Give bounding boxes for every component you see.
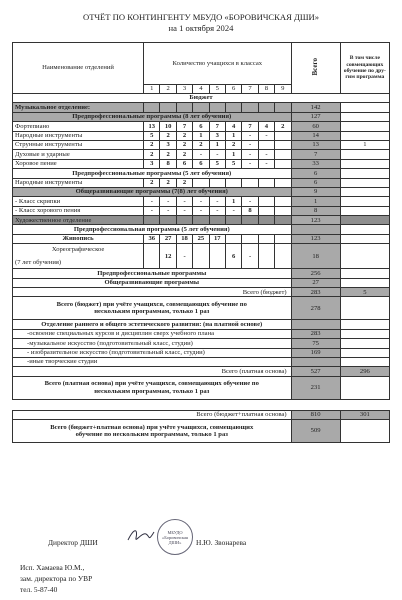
grade-cell	[275, 234, 291, 243]
grade-header-3: 3	[176, 84, 192, 93]
grade-cell	[225, 103, 241, 112]
extra-cell	[340, 348, 389, 357]
summary-label: Всего (бюджет+платная основа)	[13, 410, 292, 419]
total-cell: 509	[291, 420, 340, 443]
grade-header-8: 8	[258, 84, 274, 93]
row-label: Музыкальное отделение:	[13, 103, 144, 112]
extra-cell: 301	[340, 410, 389, 419]
section-label: Общеразвивающие программы (7(8) лет обучения)	[13, 187, 292, 196]
grade-cell	[209, 244, 225, 269]
section-row	[13, 112, 390, 121]
total-cell: 6	[291, 178, 340, 187]
total-cell: 283	[291, 329, 340, 338]
grade-cell: 10	[160, 122, 176, 131]
grade-cell	[193, 103, 209, 112]
grade-cell: -	[242, 159, 258, 168]
grade-cell: 2	[160, 131, 176, 140]
grade-cell	[258, 234, 274, 243]
program-row	[13, 206, 390, 215]
grade-cell: 2	[176, 150, 192, 159]
grade-cell	[144, 103, 160, 112]
grade-cell: 7	[176, 122, 192, 131]
total-cell: 18	[291, 244, 340, 269]
grade-cell: 2	[193, 140, 209, 149]
director-name: Н.Ю. Звонарева	[196, 538, 247, 547]
program-row	[13, 103, 390, 112]
program-row	[13, 150, 390, 159]
section-row	[13, 94, 390, 103]
grade-cell: 6	[193, 159, 209, 168]
row-label	[13, 244, 144, 269]
grade-cell: -	[242, 131, 258, 140]
extra-cell	[340, 216, 389, 225]
section-label: Предпрофессиональная программа (5 лет обучения)	[13, 225, 292, 234]
signature-mark	[126, 526, 156, 544]
grade-cell: 1	[225, 150, 241, 159]
extra-cell	[340, 320, 389, 329]
grade-cell: 2	[144, 178, 160, 187]
report-date: на 1 октября 2024	[168, 23, 234, 33]
grade-cell: 13	[144, 122, 160, 131]
grade-cell: -	[144, 197, 160, 206]
header-row	[13, 43, 390, 85]
grade-cell: 3	[144, 159, 160, 168]
row-label: Хоровое пение	[13, 159, 144, 168]
total-cell: 169	[291, 348, 340, 357]
grade-header-9: 9	[275, 84, 291, 93]
extra-cell	[340, 122, 389, 131]
extra-cell	[340, 329, 389, 338]
grade-cell	[258, 178, 274, 187]
grade-cell	[160, 216, 176, 225]
grade-cell	[193, 216, 209, 225]
section-label: Бюджет	[13, 94, 390, 103]
paid-label: -музыкальное искусство (подготовительный класс, студии)	[13, 339, 292, 348]
grade-cell: -	[193, 206, 209, 215]
grade-cell: 2	[144, 150, 160, 159]
section-row	[13, 269, 390, 278]
grade-cell	[209, 216, 225, 225]
grade-cell: 1	[193, 131, 209, 140]
grade-cell: 1	[209, 140, 225, 149]
extra-cell	[340, 206, 389, 215]
row-label: - Класс скрипки	[13, 197, 144, 206]
total-cell: 142	[291, 103, 340, 112]
summary-once-row	[13, 376, 390, 399]
grade-cell: 7	[209, 122, 225, 131]
grade-cell: 2	[160, 178, 176, 187]
grade-cell: -	[225, 206, 241, 215]
row-label: Струнные инструменты	[13, 140, 144, 149]
col-header-total: Всего	[291, 43, 340, 94]
executor-line-1: Исп. Хамаева Ю.М.,	[20, 563, 85, 572]
program-row	[13, 122, 390, 131]
total-cell: 8	[291, 206, 340, 215]
col-header-extra: В том числе совмещающих обучение по дру-гим программа	[340, 43, 389, 94]
program-row	[13, 159, 390, 168]
summary-row	[13, 410, 390, 419]
grade-cell: 6	[225, 244, 241, 269]
executor-line-3: тел. 5-87-40	[20, 585, 58, 594]
grade-header-7: 7	[242, 84, 258, 93]
grade-cell: -	[176, 244, 192, 269]
total-cell	[291, 357, 340, 366]
grade-cell: 6	[193, 122, 209, 131]
grade-cell: -	[193, 197, 209, 206]
grade-header-6: 6	[225, 84, 241, 93]
grade-cell: 5	[209, 159, 225, 168]
program-row	[13, 216, 390, 225]
total-cell	[291, 320, 340, 329]
paid-program-row	[13, 357, 390, 366]
program-row	[13, 131, 390, 140]
grade-cell	[275, 197, 291, 206]
grade-cell: 2	[176, 131, 192, 140]
extra-cell: 5	[340, 288, 389, 297]
section-row	[13, 278, 390, 287]
grade-cell: 3	[209, 131, 225, 140]
grade-cell: -	[209, 150, 225, 159]
grade-cell	[258, 103, 274, 112]
row-label: Народные инструменты	[13, 131, 144, 140]
total-cell: 7	[291, 150, 340, 159]
extra-cell	[340, 178, 389, 187]
paid-label: -иные творческие студии	[13, 357, 292, 366]
grade-cell: 2	[225, 140, 241, 149]
paid-label: -освоение специальных курсов и дисциплин сверх учебного плана	[13, 329, 292, 338]
spacer-row	[13, 399, 390, 410]
program-row	[13, 244, 390, 269]
grade-cell: -	[242, 150, 258, 159]
row-label: Народные инструменты	[13, 178, 144, 187]
section-label: Предпрофессиональные программы (5 лет обучения)	[13, 169, 292, 178]
grade-cell: -	[258, 159, 274, 168]
extra-cell: 1	[340, 140, 389, 149]
grade-cell: 1	[225, 197, 241, 206]
grade-cell	[242, 234, 258, 243]
extra-cell	[340, 278, 389, 287]
extra-cell	[340, 159, 389, 168]
section-row	[13, 225, 390, 234]
grade-cell	[209, 103, 225, 112]
grade-cell	[225, 234, 241, 243]
section-row	[13, 169, 390, 178]
stamp-seal	[157, 519, 193, 555]
grade-cell	[193, 178, 209, 187]
grade-cell: 4	[258, 122, 274, 131]
extra-cell	[340, 112, 389, 121]
grade-cell: 2	[176, 178, 192, 187]
summary-once-row	[13, 297, 390, 320]
grade-cell	[225, 216, 241, 225]
paid-program-row	[13, 339, 390, 348]
grade-cell: 3	[160, 140, 176, 149]
grade-header-2: 2	[160, 84, 176, 93]
total-cell: 283	[291, 288, 340, 297]
stamp-text: МБУДО «Боровичская ДШИ»	[162, 529, 188, 545]
grade-cell: -	[176, 197, 192, 206]
extra-cell	[340, 297, 389, 320]
grade-cell	[225, 178, 241, 187]
summary-label: Всего (платная основа) при учёте учащихся, совмещающих обучение по нескольким программам, только 1 раз	[13, 376, 292, 399]
extra-cell	[340, 103, 389, 112]
director-role: Директор ДШИ	[48, 538, 98, 547]
contingent-table	[12, 42, 390, 443]
grade-cell: -	[242, 244, 258, 269]
total-cell: 123	[291, 216, 340, 225]
row-label-line-1: Хореографическое	[51, 246, 105, 254]
extra-cell	[340, 169, 389, 178]
row-label: Художественное отделение	[13, 216, 144, 225]
total-cell: 123	[291, 234, 340, 243]
total-cell: 33	[291, 159, 340, 168]
extra-cell	[340, 357, 389, 366]
grade-cell	[275, 206, 291, 215]
extra-cell	[340, 376, 389, 399]
grade-cell: 1	[225, 131, 241, 140]
col-header-count: Количество учащихся в классах	[144, 43, 291, 85]
grade-cell	[242, 103, 258, 112]
grade-cell: 4	[225, 122, 241, 131]
section-label: Отделение раннего и общего эстетического развития: (на платной основе)	[13, 320, 292, 329]
section-label: Общеразвивающие программы	[13, 278, 292, 287]
grade-cell: 6	[176, 159, 192, 168]
extra-cell	[340, 131, 389, 140]
grade-cell	[258, 244, 274, 269]
grade-cell: 5	[144, 131, 160, 140]
grade-cell: -	[160, 206, 176, 215]
grade-cell: -	[242, 197, 258, 206]
program-row	[13, 140, 390, 149]
grade-cell: -	[160, 197, 176, 206]
grade-cell	[275, 103, 291, 112]
grade-cell	[258, 206, 274, 215]
grade-cell	[275, 216, 291, 225]
grade-header-4: 4	[193, 84, 209, 93]
grade-header-1: 1	[144, 84, 160, 93]
report-title: ОТЧЁТ ПО КОНТИНГЕНТУ МБУДО «БОРОВИЧСКАЯ ДШИ»	[82, 12, 320, 22]
grade-cell	[275, 131, 291, 140]
grade-cell	[275, 150, 291, 159]
grade-cell: 2	[176, 140, 192, 149]
total-cell: 6	[291, 169, 340, 178]
total-cell: 127	[291, 112, 340, 121]
grade-cell: 8	[160, 159, 176, 168]
total-cell: 256	[291, 269, 340, 278]
grade-cell: 2	[144, 140, 160, 149]
grade-cell	[242, 216, 258, 225]
grade-cell	[144, 216, 160, 225]
total-cell: 231	[291, 376, 340, 399]
grade-cell: 5	[225, 159, 241, 168]
grade-cell: 25	[193, 234, 209, 243]
grade-cell: -	[258, 131, 274, 140]
grade-cell: -	[209, 206, 225, 215]
grade-cell: 36	[144, 234, 160, 243]
section-row	[13, 320, 390, 329]
extra-cell	[340, 225, 389, 234]
grade-cell: -	[144, 206, 160, 215]
total-cell: 278	[291, 297, 340, 320]
grade-cell	[242, 178, 258, 187]
grade-cell	[160, 103, 176, 112]
program-row	[13, 234, 390, 243]
grade-cell	[275, 244, 291, 269]
grade-header-5: 5	[209, 84, 225, 93]
grade-cell	[258, 197, 274, 206]
total-cell	[291, 225, 340, 234]
total-cell: 27	[291, 278, 340, 287]
grade-cell	[193, 244, 209, 269]
total-cell: 13	[291, 140, 340, 149]
grade-cell	[209, 178, 225, 187]
total-cell: 1	[291, 197, 340, 206]
grade-cell: -	[209, 197, 225, 206]
grade-cell	[258, 216, 274, 225]
total-cell: 75	[291, 339, 340, 348]
summary-label: Всего (бюджет)	[13, 288, 292, 297]
grade-cell: 2	[275, 122, 291, 131]
row-label: Фортепиано	[13, 122, 144, 131]
extra-cell	[340, 197, 389, 206]
program-row	[13, 178, 390, 187]
extra-cell	[340, 420, 389, 443]
section-label: Предпрофессиональные программы (8 лет обучения)	[13, 112, 292, 121]
extra-cell	[340, 269, 389, 278]
extra-cell	[340, 339, 389, 348]
summary-label: Всего (платная основа)	[13, 367, 292, 376]
total-cell: 810	[291, 410, 340, 419]
total-cell: 9	[291, 187, 340, 196]
grade-cell	[275, 178, 291, 187]
grade-cell	[258, 140, 274, 149]
grade-cell: -	[176, 206, 192, 215]
grade-cell: 2	[160, 150, 176, 159]
grade-cell: 7	[242, 122, 258, 131]
total-cell: 60	[291, 122, 340, 131]
grade-cell: -	[242, 140, 258, 149]
total-cell: 14	[291, 131, 340, 140]
grade-cell	[275, 159, 291, 168]
grade-cell: 17	[209, 234, 225, 243]
grade-cell	[176, 216, 192, 225]
extra-cell	[340, 234, 389, 243]
row-label: Живопись	[13, 234, 144, 243]
grade-cell: -	[258, 150, 274, 159]
summary-once-row	[13, 420, 390, 443]
total-cell: 527	[291, 367, 340, 376]
summary-label: Всего (бюджет+платная основа) при учёте учащихся, совмещающих обучение по нескольким программам, только 1 раз	[13, 420, 292, 443]
extra-cell	[340, 244, 389, 269]
grade-cell	[275, 140, 291, 149]
row-label: Духовые и ударные	[13, 150, 144, 159]
section-label: Предпрофессиональные программы	[13, 269, 292, 278]
extra-cell	[340, 150, 389, 159]
grade-cell: 18	[176, 234, 192, 243]
summary-label: Всего (бюджет) при учёте учащихся, совмещающих обучение по нескольким программам, только 1 раз	[13, 297, 292, 320]
row-label-line-2: (7 лет обучения)	[15, 258, 62, 266]
summary-row	[13, 367, 390, 376]
extra-cell	[340, 187, 389, 196]
extra-cell: 296	[340, 367, 389, 376]
summary-row	[13, 288, 390, 297]
grade-cell	[176, 103, 192, 112]
grade-cell: 8	[242, 206, 258, 215]
row-label: - Класс хорового пения	[13, 206, 144, 215]
spacer-cell	[13, 399, 390, 410]
grade-cell: 12	[160, 244, 176, 269]
paid-program-row	[13, 348, 390, 357]
paid-label: - изобразительное искусство (подготовительный класс, студии)	[13, 348, 292, 357]
col-header-name: Наименование отделений	[13, 43, 144, 94]
grade-cell: -	[193, 150, 209, 159]
paid-program-row	[13, 329, 390, 338]
grade-cell: 27	[160, 234, 176, 243]
section-row	[13, 187, 390, 196]
grade-cell	[144, 244, 160, 269]
executor-line-2: зам. директора по УВР	[20, 574, 93, 583]
program-row	[13, 197, 390, 206]
